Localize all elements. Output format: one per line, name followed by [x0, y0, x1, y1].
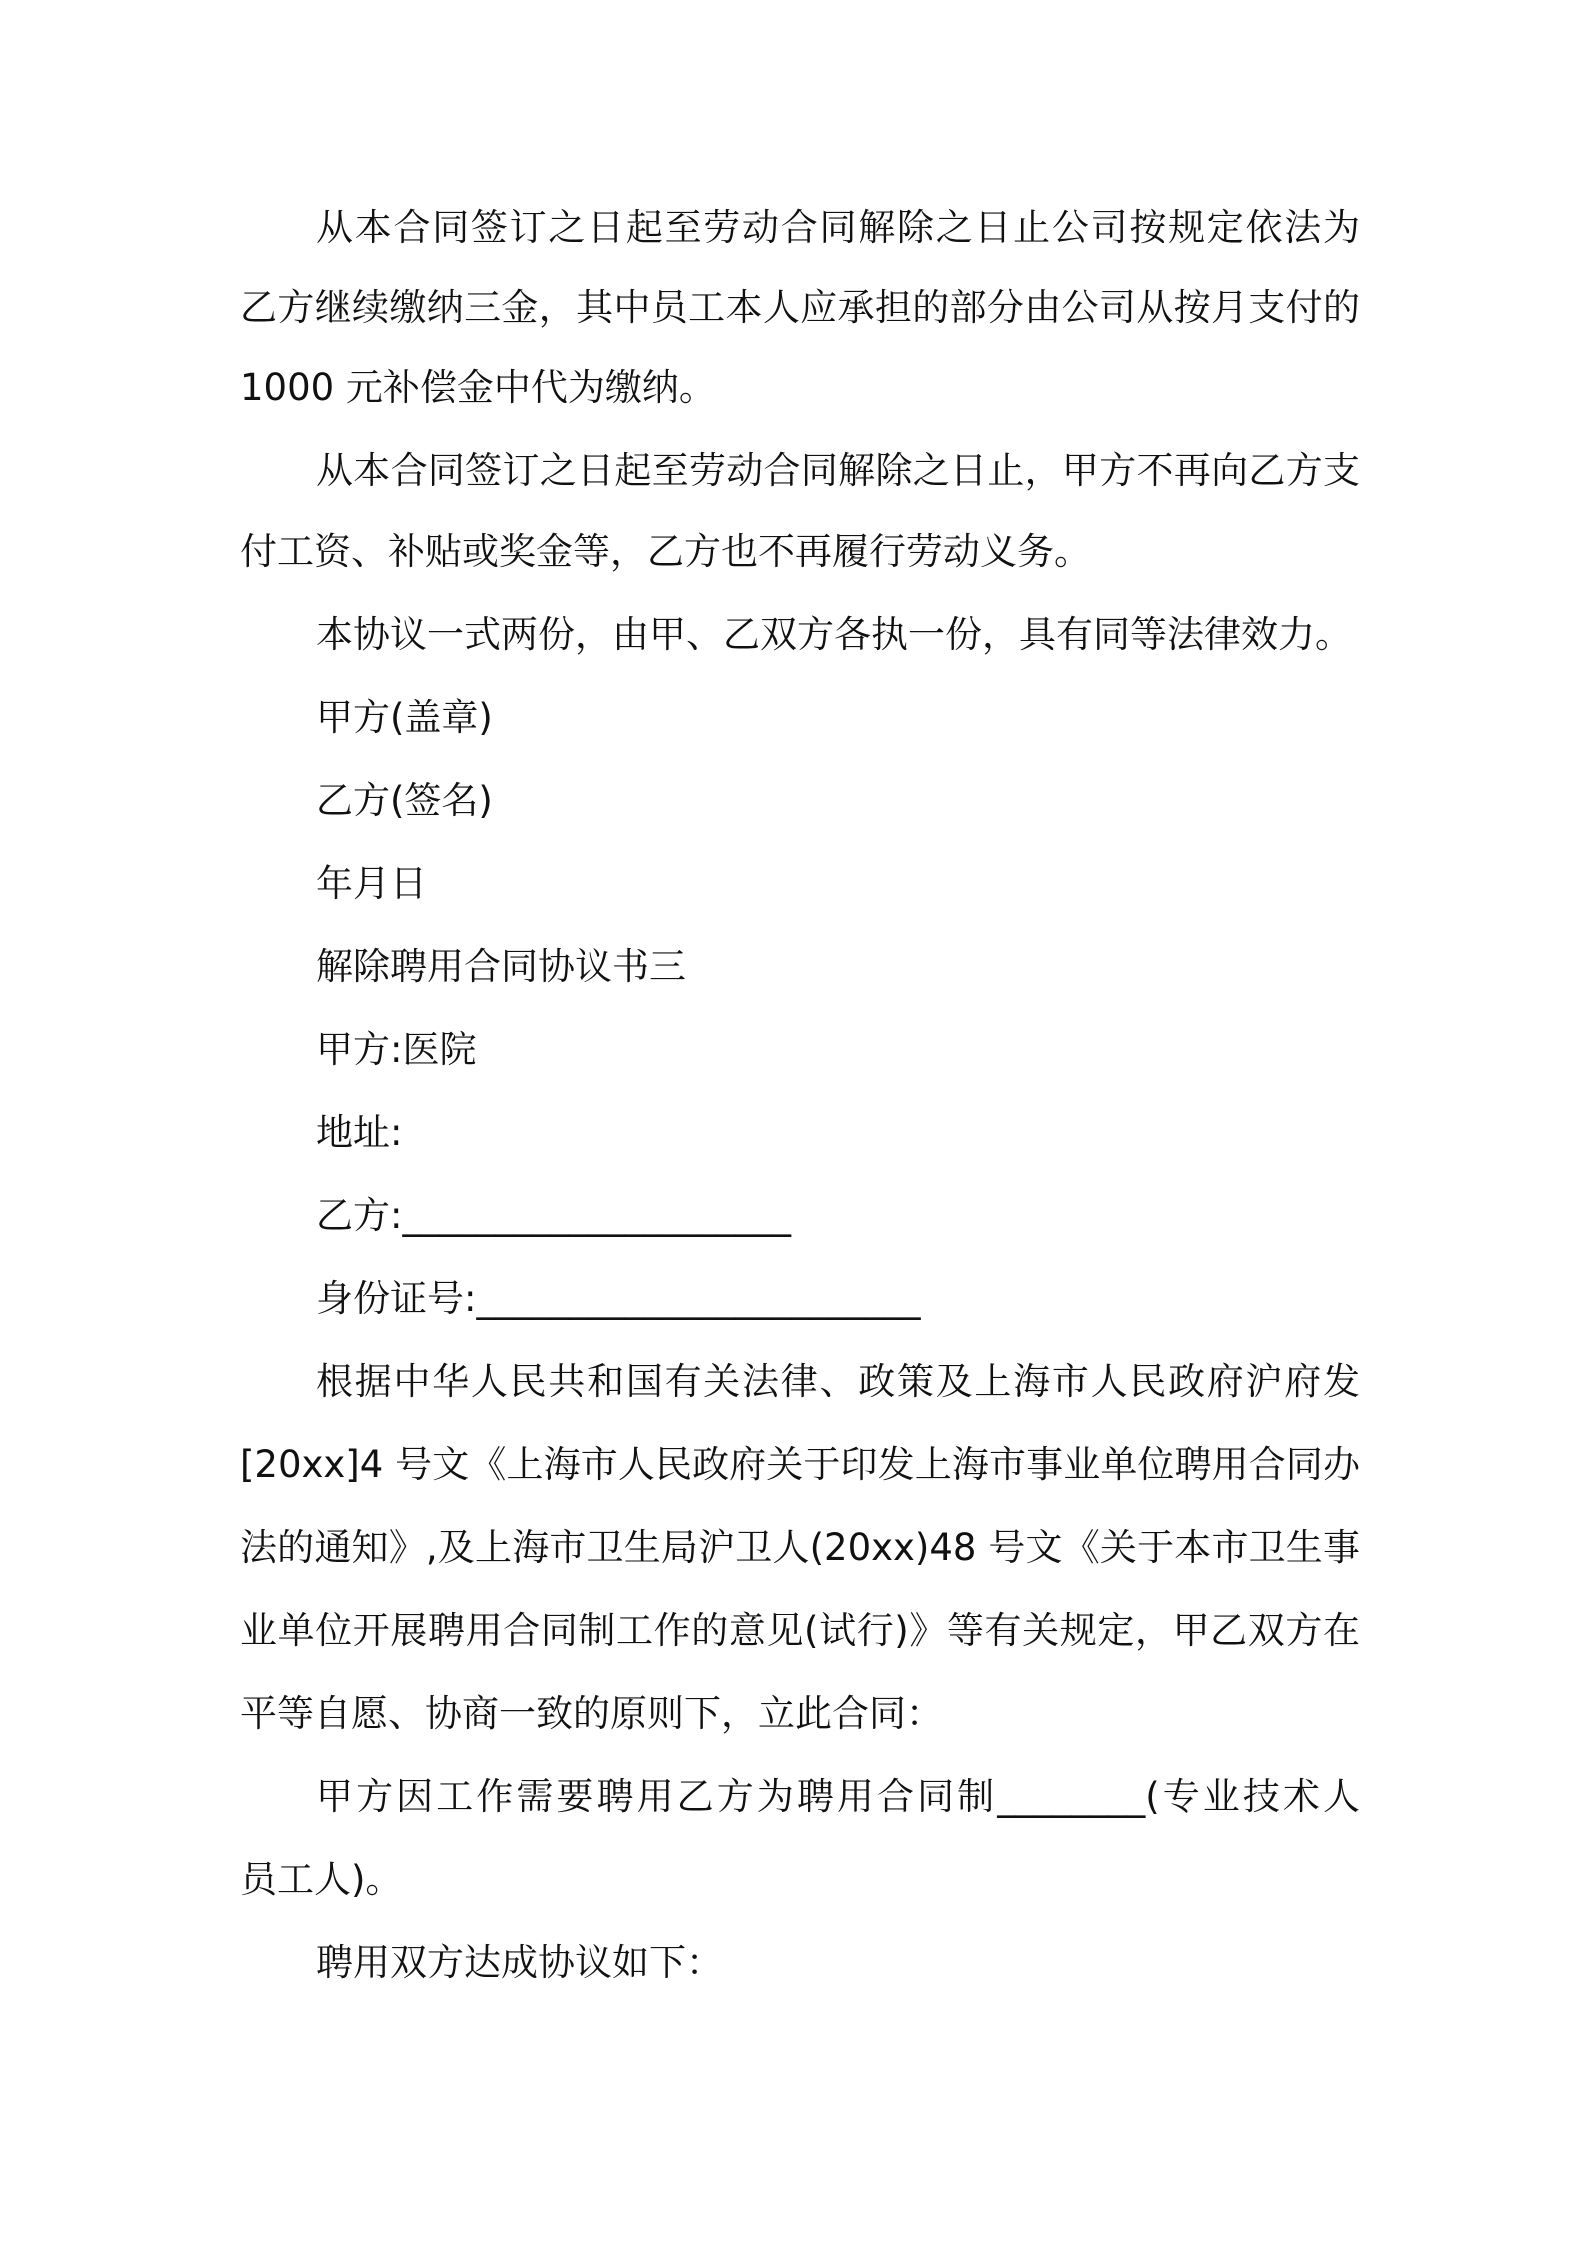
paragraph-1-line-2: 乙方继续缴纳三金，其中员工本人应承担的部分由公司从按月支付的	[240, 286, 1360, 329]
paragraph-2-line-1: 从本合同签订之日起至劳动合同解除之日止，甲方不再向乙方支	[316, 449, 1360, 492]
paragraph-legal-line-1: 根据中华人民共和国有关法律、政策及上海市人民政府沪府发	[316, 1360, 1360, 1403]
section-title: 解除聘用合同协议书三	[316, 945, 686, 988]
party-b-signature-line: 乙方(签名)	[316, 779, 493, 822]
party-a-line: 甲方:医院	[316, 1028, 477, 1071]
paragraph-legal-line-3: 法的通知》,及上海市卫生局沪卫人(20xx)48 号文《关于本市卫生事	[240, 1526, 1360, 1569]
id-number-line: 身份证号:________________________	[316, 1277, 921, 1320]
paragraph-2-line-2: 付工资、补贴或奖金等，乙方也不再履行劳动义务。	[240, 530, 1091, 573]
agreement-intro-line: 聘用双方达成协议如下：	[316, 1941, 723, 1984]
paragraph-legal-line-4: 业单位开展聘用合同制工作的意见(试行)》等有关规定，甲乙双方在	[240, 1609, 1360, 1652]
party-a-seal-line: 甲方(盖章)	[316, 696, 493, 739]
address-line: 地址:	[316, 1111, 403, 1154]
party-b-line: 乙方:_____________________	[316, 1194, 791, 1237]
paragraph-1-line-3: 1000 元补偿金中代为缴纳。	[240, 366, 716, 409]
paragraph-legal-line-2: [20xx]4 号文《上海市人民政府关于印发上海市事业单位聘用合同办	[240, 1443, 1360, 1486]
paragraph-3-line-1: 本协议一式两份，由甲、乙双方各执一份，具有同等法律效力。	[316, 613, 1352, 656]
paragraph-employment-line-2: 员工人)。	[240, 1858, 403, 1901]
paragraph-legal-line-5: 平等自愿、协商一致的原则下，立此合同：	[240, 1692, 943, 1735]
paragraph-employment-line-1: 甲方因工作需要聘用乙方为聘用合同制________(专业技术人	[316, 1775, 1360, 1818]
date-line: 年月日	[316, 862, 427, 905]
paragraph-1-line-1: 从本合同签订之日起至劳动合同解除之日止公司按规定依法为	[316, 206, 1360, 249]
